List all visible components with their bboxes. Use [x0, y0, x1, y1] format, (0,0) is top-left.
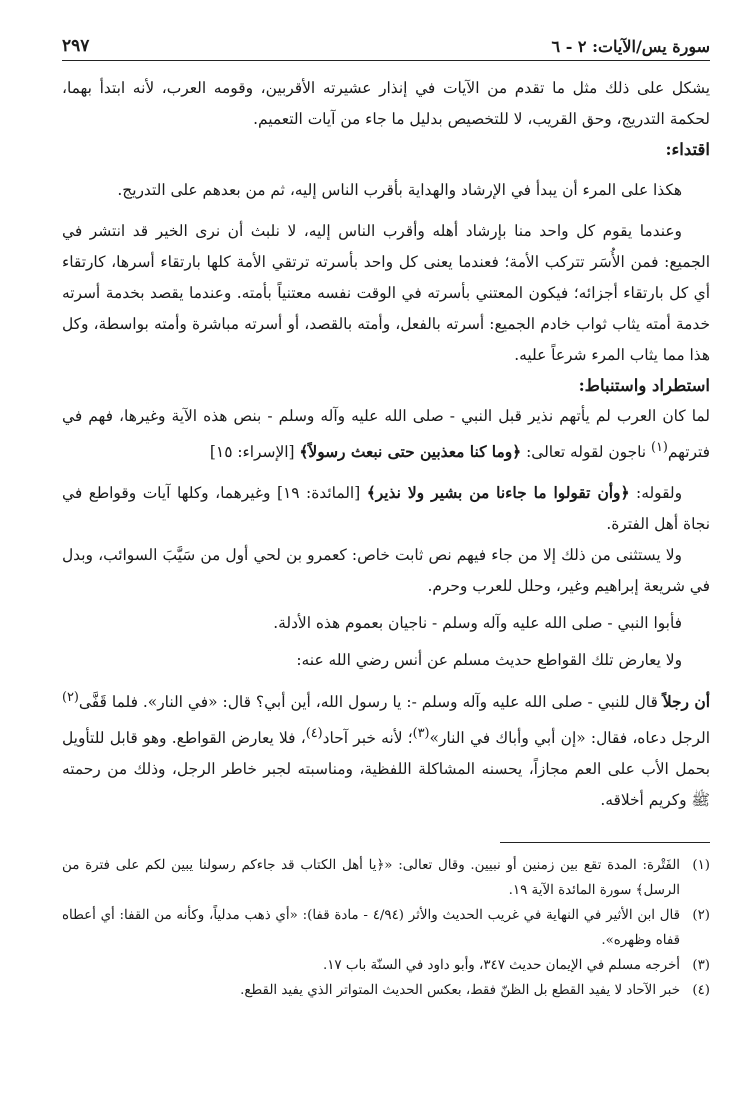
footnote-ref-2: (٢): [62, 690, 79, 706]
chapter-title: سورة يس/الآيات: ٢ - ٦: [551, 37, 710, 56]
istitrad-paragraph-3: ولا يستثنى من ذلك إلا من جاء فيهم نص ثابت خاص: كعمرو بن لحي أول من سَيَّبَ السوائب، وبدل في شريعة إبراهيم وغير، وحلل للعرب وحرم.: [62, 546, 710, 596]
text-run: قال للنبي - صلى الله عليه وآله وسلم -: يا رسول الله، أين أبي؟ قال: «في النار». فلما قَفَّى: [78, 693, 663, 712]
section-heading-iqtida: اقتداء:: [665, 140, 710, 159]
quran-verse: ﴿وأن تقولوا ما جاءنا من بشير ولا نذير﴾: [366, 484, 630, 503]
text-run: ولقوله:: [629, 484, 682, 503]
footnote-text: خبر الآحاد لا يفيد القطع بل الظنّ فقط، بعكس الحديث المتواتر الذي يفيد القطع.: [240, 983, 680, 999]
footnote-item: [62, 903, 710, 953]
footnote-item: [62, 978, 710, 1003]
text-run: [الإسراء: ١٥]: [209, 443, 300, 462]
hadith-paragraph: [62, 682, 710, 816]
footnotes: [62, 853, 710, 1003]
footnote-text: أخرجه مسلم في الإيمان حديث ٣٤٧، وأبو داود في السنّة باب ١٧.: [322, 958, 680, 974]
footnote-text: قال ابن الأثير في النهاية في غريب الحديث والأثر (٤/٩٤ - مادة قفا): «أي ذهب مدلياً، وكأنه من القفا: أي أعطاه قفاه وظهره».: [62, 908, 681, 949]
istitrad-paragraph-5: ولا يعارض تلك القواطع حديث مسلم عن أنس رضي الله عنه:: [296, 651, 682, 670]
footnote-number: (٣): [692, 958, 710, 974]
footnote-number: (١): [692, 858, 710, 874]
quran-verse: ﴿وما كنا معذبين حتى نبعث رسولاً﴾: [299, 443, 522, 462]
text-run: الرجل دعاه، فقال: «إن أبي وأباك في النار»: [429, 729, 710, 748]
footnote-ref-4: (٤): [305, 726, 323, 742]
book-page: [62, 28, 710, 1003]
iqtida-paragraph-2: وعندما يقوم كل واحد منا بإرشاد أهله وأقرب الناس إليه، لا نلبث أن نرى الخير قد انتشر في الجميع: فمن الأُسَر تتركب الأمة؛ فعندما يعنى كل واحد بأسرته ترتقي الأمة كلها بارتقاء أسرها، كارتقاء أي كل بارتقاء أجزائه؛ فيكون المعتني بأسرته في الوقت نفسه معتنياً بأمته. وعندما يقصد بخدمة أسرته خدمة أمته يثاب ثواب خادم الجميع: أسرته بالفعل، وأمته بالقصد، أو أسرته مباشرة وأمته بواسطة، وكل هذا مما يثاب المرء شرعاً عليه.: [62, 222, 710, 364]
istitrad-paragraph-2: [62, 478, 710, 540]
istitrad-paragraph-4: فأبوا النبي - صلى الله عليه وآله وسلم - ناجيان بعموم هذه الأدلة.: [273, 614, 682, 633]
page-number: ٢٩٧: [62, 36, 90, 56]
main-text: [62, 73, 710, 816]
footnote-ref-1: (١): [650, 440, 668, 455]
iqtida-paragraph-1: هكذا على المرء أن يبدأ في الإرشاد والهداية بأقرب الناس إليه، ثم من بعدهم على التدريج.: [117, 181, 682, 199]
footnote-ref-3: (٣): [412, 726, 430, 742]
footnote-item: [62, 953, 710, 978]
intro-paragraph: يشكل على ذلك مثل ما تقدم من الآيات في إنذار عشيرته الأقربين، وقومه العرب، لأنه ابتدأ بهما، لحكمة التدريج، وحق القريب، لا للتخصيص بدليل ما جاء من آيات التعميم.: [62, 79, 710, 128]
footnote-divider: [500, 842, 710, 843]
footnote-number: (٢): [692, 908, 710, 924]
text-run: ناجون لقوله تعالى:: [521, 443, 651, 462]
running-header: [62, 28, 710, 61]
istitrad-paragraph-1: [62, 401, 710, 468]
text-run: لما كان العرب لم يأتهم نذير قبل النبي - صلى الله عليه وآله وسلم - بنص هذه الآية وغيرها، فهم في فترتهم: [62, 407, 710, 462]
hadith-lead: أن رجلاً: [662, 693, 710, 712]
footnote-text: الفَتْرة: المدة تقع بين زمنين أو نبيين. وقال تعالى: «﴿يا أهل الكتاب قد جاءكم رسولنا يبين لكم على فترة من الرسل﴾ سورة المائدة الآية ١٩.: [62, 858, 680, 899]
text-run: [المائدة: ١٩] وغيرهما، وكلها آيات وقواطع في نجاة أهل الفترة.: [62, 484, 710, 534]
section-heading-istitrad: استطراد واستنباط:: [578, 376, 710, 395]
text-run: ؛ لأنه خبر آحاد: [322, 729, 413, 748]
footnote-item: [62, 853, 710, 903]
footnote-number: (٤): [692, 983, 710, 999]
text-run: ، فلا يعارض القواطع. وهو قابل للتأويل بحمل الأب على العم مجازاً، يحسنه المشاكلة اللفظية، ومناسبته لجبر خاطر الرجل، وذلك من رحمته ﷺ وكريم أخلاقه.: [62, 729, 710, 810]
